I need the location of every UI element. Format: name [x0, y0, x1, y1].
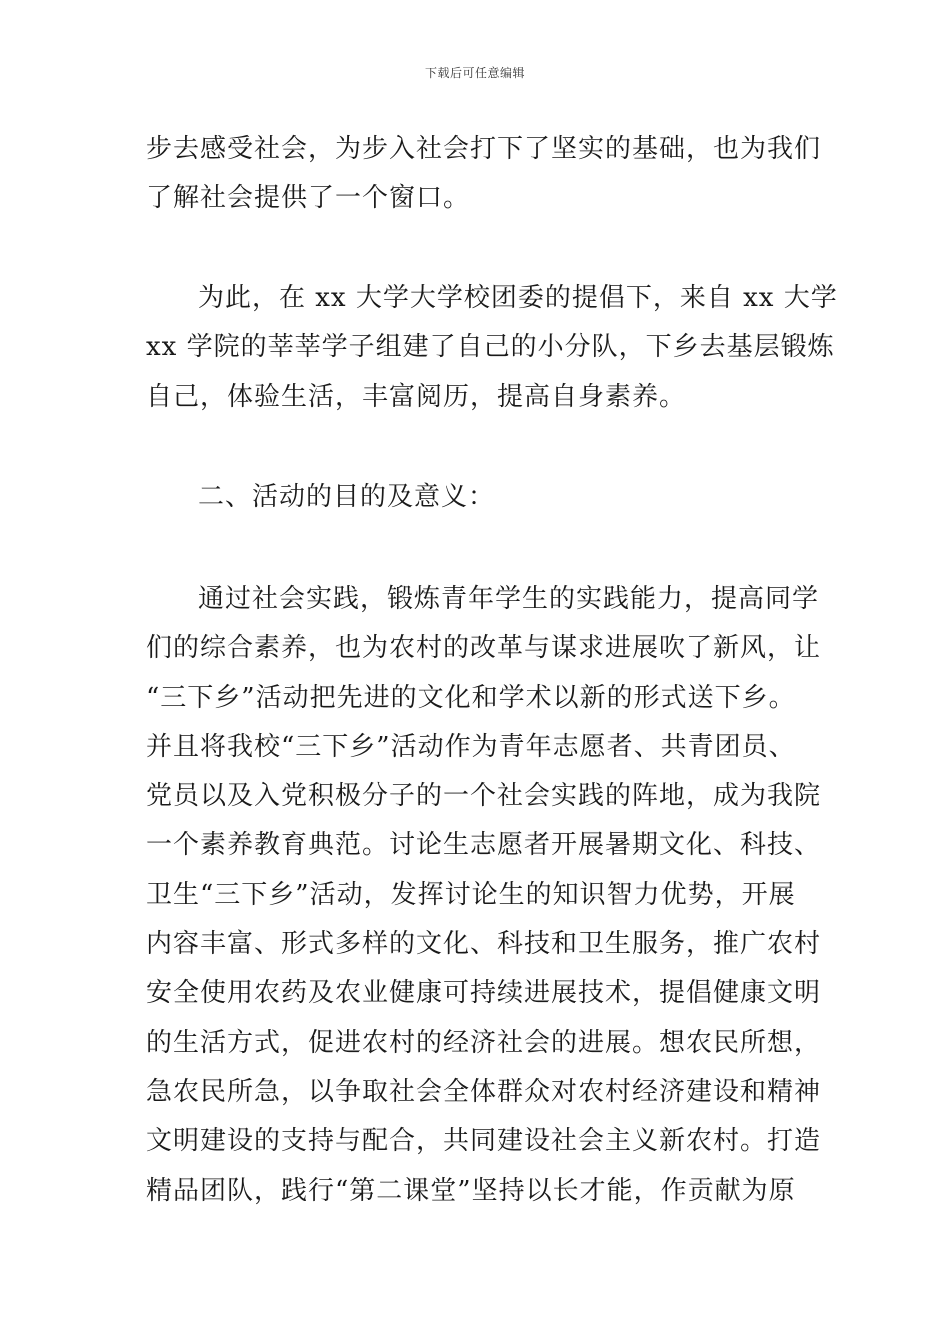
text-line: xx 学院的莘莘学子组建了自己的小分队，下乡去基层锻炼: [146, 332, 835, 363]
text-line: 的生活方式，促进农村的经济社会的进展。想农民所想，: [146, 1027, 822, 1058]
section-heading: [146, 473, 811, 522]
text-line: 们的综合素养，也为农村的改革与谋求进展吹了新风，让: [146, 633, 822, 664]
text-line: 了解社会提供了一个窗口。: [146, 183, 471, 214]
text-line: 并且将我校“三下乡”活动作为青年志愿者、共青团员、: [146, 731, 796, 762]
heading-line: 二、活动的目的及意义：: [198, 482, 496, 512]
text-line: 文明建设的支持与配合，共同建设社会主义新农村。打造: [146, 1126, 822, 1157]
text-line: 自己，体验生活，丰富阅历，提高自身素养。: [146, 381, 687, 412]
paragraph-purpose: [146, 575, 822, 1216]
page-header: 下载后可任意编辑: [424, 66, 525, 80]
text-line: 卫生“三下乡”活动，发挥讨论生的知识智力优势，开展: [146, 879, 796, 910]
paragraph-background: [146, 274, 838, 422]
text-line: 步去感受社会，为步入社会打下了坚实的基础，也为我们: [146, 134, 822, 164]
text-line: 党员以及入党积极分子的一个社会实践的阵地，成为我院: [146, 781, 822, 812]
text-line: 安全使用农药及农业健康可持续进展技术，提倡健康文明: [146, 978, 822, 1009]
text-line: 急农民所急，以争取社会全体群众对农村经济建设和精神: [146, 1076, 822, 1107]
text-line: 精品团队，践行“第二课堂”坚持以长才能，作贡献为原: [146, 1175, 796, 1206]
text-line: 为此，在 xx 大学大学校团委的提倡下，来自 xx 大学: [198, 283, 838, 313]
text-line: 内容丰富、形式多样的文化、科技和卫生服务，推广农村: [146, 929, 822, 960]
text-line: 一个素养教育典范。讨论生志愿者开展暑期文化、科技、: [146, 830, 822, 861]
text-line: 通过社会实践，锻炼青年学生的实践能力，提高同学: [198, 584, 820, 614]
paragraph-continuation: [146, 125, 822, 224]
text-line: “三下乡”活动把先进的文化和学术以新的形式送下乡。: [146, 682, 796, 713]
